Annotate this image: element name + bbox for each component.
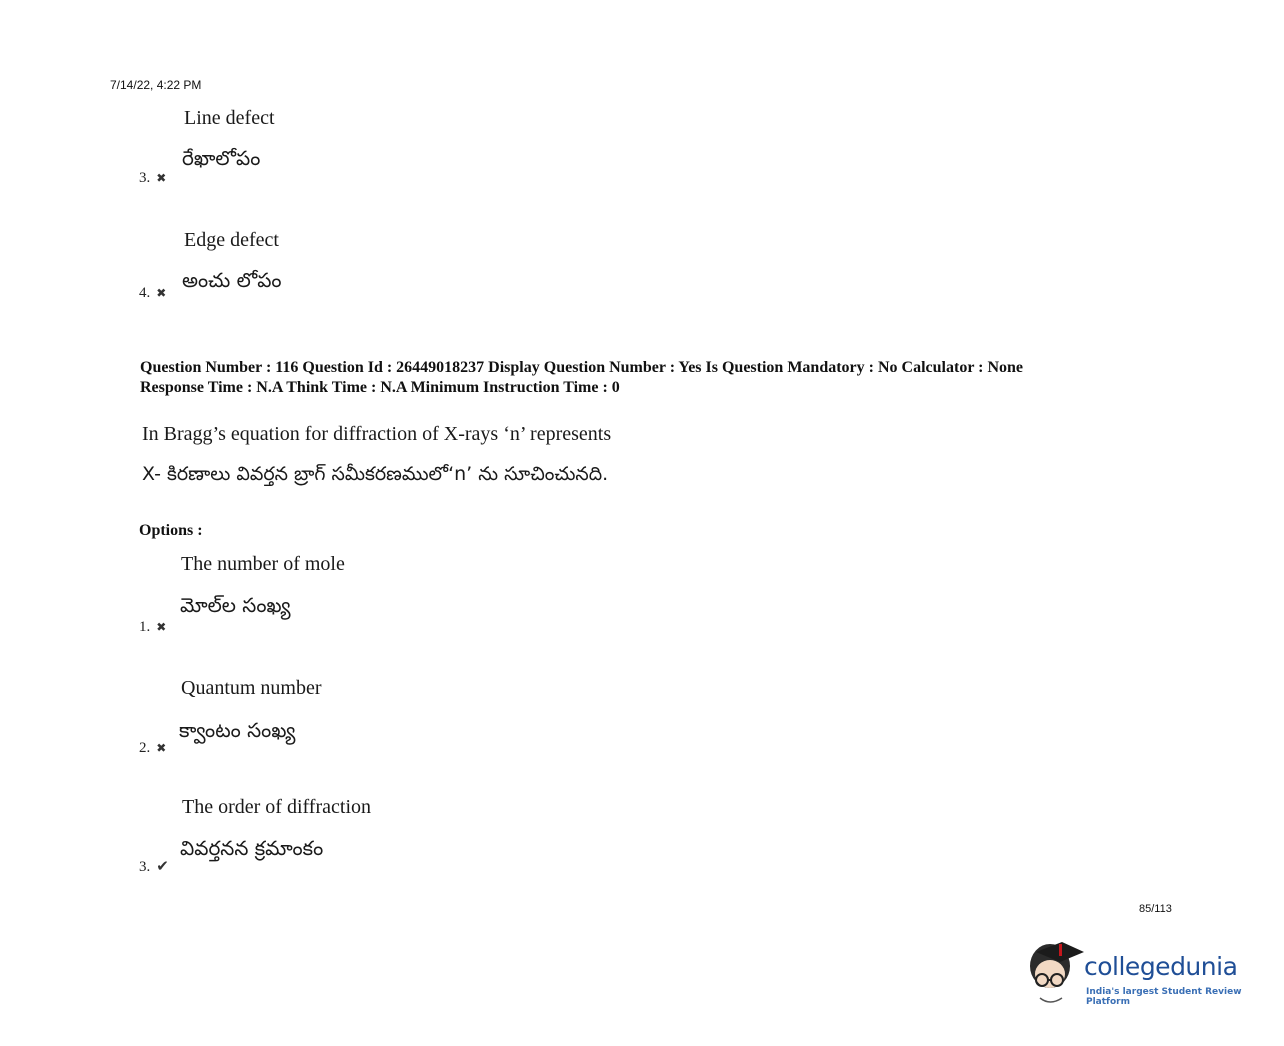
page-number: 85/113 [1139,903,1172,915]
cross-icon: ✖ [156,171,167,185]
option-3b-english: The order of diffraction [182,796,371,818]
option-3-telugu: రేఖాలోపం [182,146,261,170]
option-number-label: 1. [139,619,151,635]
option-4-english: Edge defect [184,229,279,251]
option-4-telugu: అంచు లోపం [182,268,282,292]
option-1-telugu: మోల్‌ల సంఖ్య [180,593,291,617]
option-1-english: The number of mole [181,553,345,575]
option-3b-telugu: వివర్తనన క్రమాంకం [180,836,324,860]
question-meta-line2: Response Time : N.A Think Time : N.A Minimum Instruction Time : 0 [140,379,620,396]
cross-icon: ✖ [156,620,167,634]
option-number-label: 3. [139,170,151,186]
option-2-number [139,740,166,757]
question-meta [140,358,1140,398]
question-text-english: In Bragg’s equation for diffraction of X-rays ‘n’ represents [142,423,612,445]
option-1-number [139,619,166,636]
cross-icon: ✖ [156,741,167,755]
logo-tagline: India's largest Student Review Platform [1086,987,1242,1007]
option-2-telugu: క్వాంటం సంఖ్య [179,718,296,742]
option-number-label: 4. [139,285,151,301]
check-icon: ✔ [156,857,169,875]
question-meta-line1: Question Number : 116 Question Id : 26449018237 Display Question Number : Yes Is Question Mandatory : No Calculator : None [140,359,1024,376]
option-2-english: Quantum number [181,677,322,699]
option-3-english: Line defect [184,107,275,129]
cross-icon: ✖ [156,286,167,300]
logo-wordmark: collegedunia [1084,952,1238,981]
option-3b-number [139,857,169,876]
options-heading: Options : [139,522,203,539]
option-number-label: 3. [139,859,151,875]
option-number-label: 2. [139,740,151,756]
option-3-number [139,170,166,187]
print-timestamp: 7/14/22, 4:22 PM [110,78,202,92]
option-4-number [139,285,166,302]
question-text-telugu: X- కిరణాలు వివర్తన బ్రాగ్ సమీకరణములో‘n’ ను సూచించునది. [142,463,609,485]
